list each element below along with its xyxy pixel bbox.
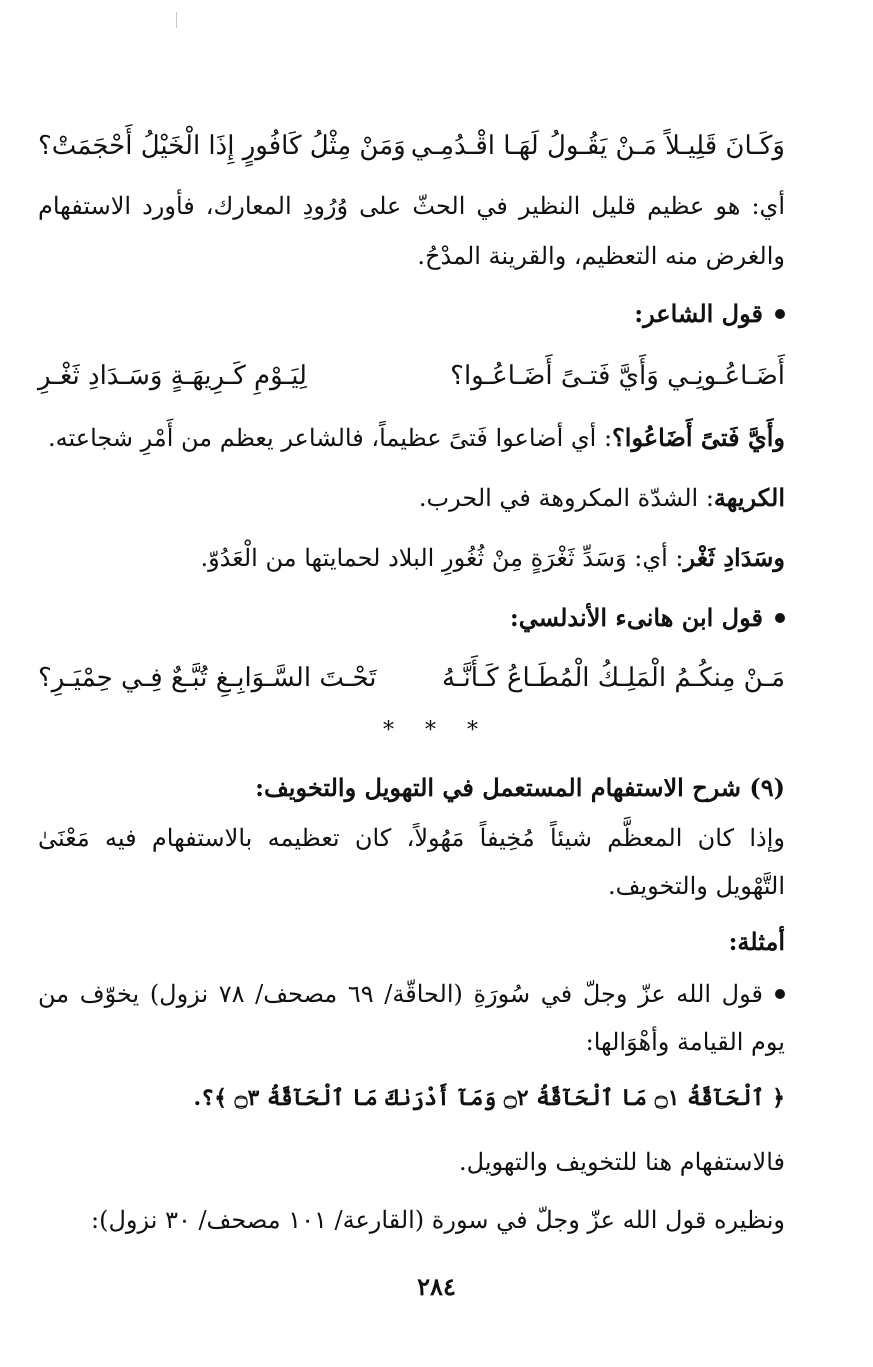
glossary-definition: : أي أضاعوا فَتىً عظيماً، فالشاعر يعظم من أَمْرِ شجاعته. [48, 424, 613, 452]
page-number: ٢٨٤ [417, 1272, 456, 1301]
quran-example-2-line-1: ونظيره قول الله عزّ وجلّ في سورة (القارعة/ ١٠١ مصحف/ ٣٠ نزول): [91, 1206, 785, 1234]
example-2-intro [634, 298, 785, 330]
glossary-item-1 [48, 422, 785, 454]
verse-1-first-hemistich: وَكَـانَ قَلِيـلاً مَـنْ يَقُـولُ لَهَـا اقْـدُمِـي [410, 131, 785, 161]
section-9-para-line-2: التَّهْويل والتخويف. [607, 872, 785, 900]
example-2-intro-text: قول الشاعر: [634, 299, 763, 328]
glossary-term: وسَدَادِ ثَغْر [683, 543, 785, 572]
example-3-intro-text: قول ابن هانىء الأندلسي: [509, 603, 763, 632]
section-separator: * * * [383, 718, 490, 743]
bullet-icon [775, 309, 785, 319]
quran-example-1-text: قول الله عزّ وجلّ في سُورَةِ (الحاقّة/ ٦٩ مصحف/ ٧٨ نزول) يخوّف من [38, 980, 763, 1008]
verse-3-second-hemistich: تَحْـتَ السَّـوَابِـغِ تُبَّـعٌ فِـي حِمْيَـرِ؟ [38, 663, 377, 693]
glossary-item-3 [200, 542, 785, 574]
poem-verse-3 [38, 658, 785, 698]
explanation-line-1: أي: هو عظيم قليل النظير في الحثّ على وُرُودِ المعارك، فأورد الاستفهام [38, 192, 785, 220]
quran-example-1-line-1 [38, 978, 785, 1010]
bullet-icon [775, 989, 785, 999]
section-9-para-line-1: وإذا كان المعظَّم شيئاً مُخِيفاً مَهُولاً، كان تعظيمه بالاستفهام فيه مَعْنَىٰ [38, 824, 785, 852]
verse-2-second-hemistich: لِيَـوْمِ كَـرِيهَـةٍ وَسَـدَادِ ثَغْـرِ [38, 361, 307, 391]
section-9-heading: (٩) شرح الاستفهام المستعمل في التهويل والتخويف: [255, 773, 785, 802]
glossary-term: وأَيَّ فَتىً أَضَاعُوا؟ [612, 423, 785, 452]
quran-example-1-line-2: يوم القيامة وأهْوَالها: [585, 1028, 785, 1056]
quran-example-1-comment: فالاستفهام هنا للتخويف والتهويل. [459, 1148, 785, 1176]
glossary-term: الكريهة [713, 483, 785, 512]
verse-3-first-hemistich: مَـنْ مِنكُـمُ الْمَلِـكُ الْمُطَـاعُ كَـأَنَّـهُ [441, 663, 785, 693]
glossary-definition: : أي: وَسَدِّ ثَغْرَةٍ مِنْ ثُغُورِ البلاد لحمايتها من الْعَدُوّ. [200, 544, 684, 572]
verse-2-first-hemistich: أَضَـاعُـونِـي وَأَيَّ فَتـىً أَضَـاعُـوا؟ [450, 361, 785, 391]
quran-ayah: ﴿ ٱلْحَآقَّةُ ۝١ مَا ٱلْحَآقَّةُ ۝٢ وَمَآ أَدْرَىٰكَ مَا ٱلْحَآقَّةُ ۝٣ ﴾؟. [193, 1085, 785, 1111]
examples-heading: أمثلة: [728, 927, 785, 956]
verse-1-second-hemistich: وَمَنْ مِثْلُ كَافُورٍ إِذَا الْخَيْلُ أَحْجَمَتْ؟ [38, 131, 406, 161]
glossary-definition: : الشدّة المكروهة في الحرب. [418, 484, 714, 512]
explanation-line-2: والغرض منه التعظيم، والقرينة المدْحُ. [417, 242, 785, 270]
bullet-icon [775, 613, 785, 623]
scan-mark [176, 12, 177, 28]
glossary-item-2 [419, 482, 785, 514]
poem-verse-1 [38, 126, 785, 166]
poem-verse-2 [38, 356, 785, 396]
example-3-intro [510, 602, 785, 634]
